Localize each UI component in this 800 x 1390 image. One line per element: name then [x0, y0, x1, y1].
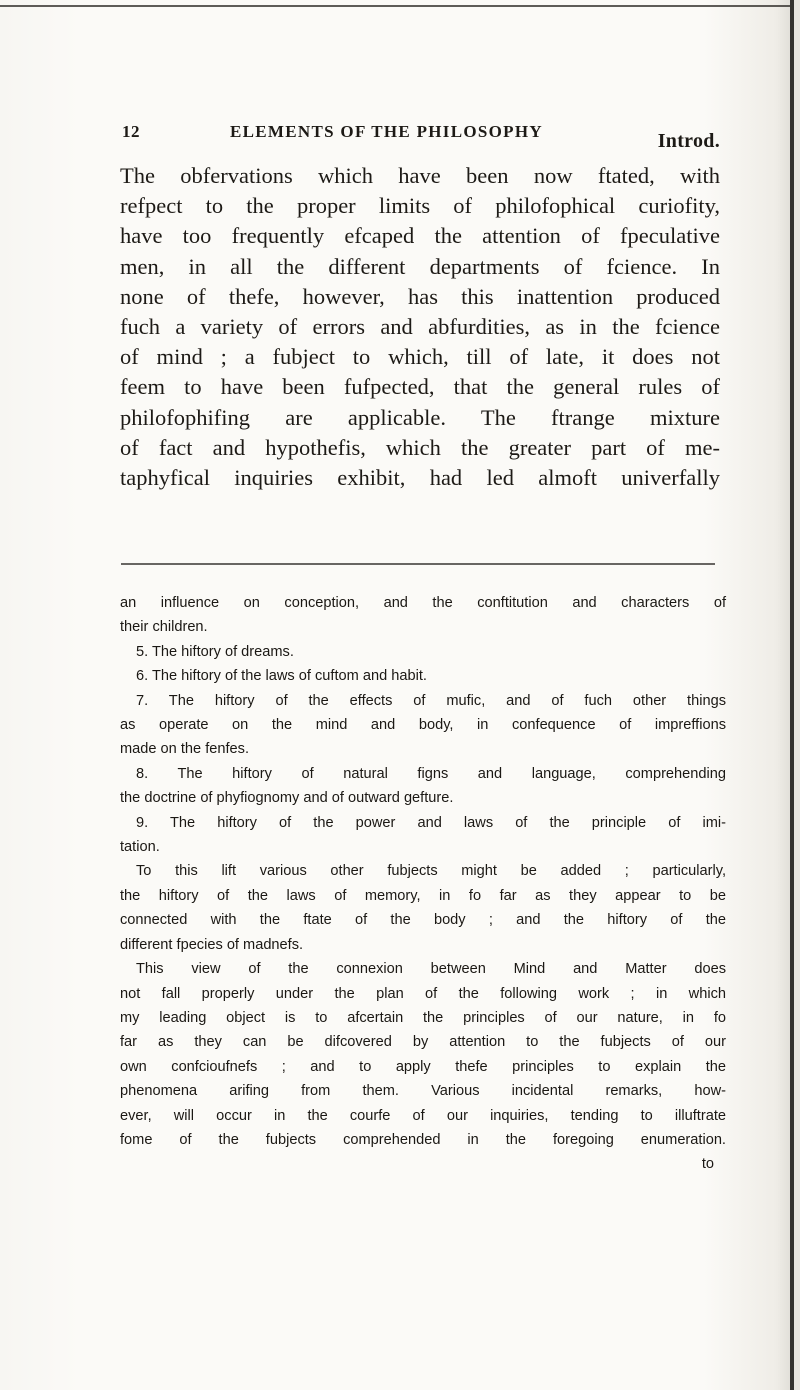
footnote-line: not fall properly under the plan of the following work ; in which — [120, 985, 726, 1002]
footnote-line: own confcioufnefs ; and to apply thefe principles to explain the — [120, 1058, 726, 1075]
footnote-line: ever, will occur in the courfe of our inquiries, tending to illuftrate — [120, 1107, 726, 1124]
footnote-line: 9. The hiftory of the power and laws of the principle of imi- — [136, 814, 726, 831]
footnotes — [120, 591, 726, 1177]
body-line: philofophifing are applicable. The ftrange mixture — [120, 404, 720, 430]
page-edge-line — [790, 0, 794, 1390]
footnote-line: 5. The hiftory of dreams. — [136, 643, 294, 660]
body-line: men, in all the different departments of fcience. In — [120, 253, 720, 279]
body-line: none of thefe, however, has this inattention produced — [120, 283, 720, 309]
footnote-line: an influence on conception, and the conftitution and characters of — [120, 595, 726, 611]
running-title: ELEMENTS OF THE PHILOSOPHY — [230, 122, 543, 141]
main-text — [120, 161, 720, 493]
footnote-line: tation. — [120, 839, 160, 856]
catchword: to — [701, 1156, 714, 1173]
page-number: 12 — [122, 122, 140, 141]
body-line: feem to have been fufpected, that the general rules of — [120, 374, 720, 400]
section-label: Introd. — [657, 130, 720, 152]
body-line: fuch a variety of errors and abfurdities, as in the fcience — [120, 314, 720, 340]
body-line: The obfervations which have been now ftated, with — [120, 163, 720, 188]
footnote-line: This view of the connexion between Mind and Matter does — [136, 961, 726, 978]
footnote-line: the doctrine of phyfiognomy and of outward gefture. — [120, 790, 454, 807]
page-edge-shadow — [794, 0, 800, 1390]
footnote-line: my leading object is to afcertain the principles of our nature, in fo — [120, 1009, 726, 1026]
footnote-line: phenomena arifing from them. Various incidental remarks, how- — [120, 1083, 726, 1100]
body-line: of fact and hypothefis, which the greater part of me- — [120, 434, 720, 460]
top-edge-rule — [0, 5, 790, 7]
body-line: refpect to the proper limits of philofophical curiofity, — [120, 193, 720, 219]
footnote-line: the hiftory of the laws of memory, in fo far as they appear to be — [120, 887, 726, 904]
footnote-line: connected with the ftate of the body ; and the hiftory of the — [120, 912, 726, 929]
footnote-line: different fpecies of madnefs. — [120, 936, 304, 953]
running-header — [122, 116, 720, 152]
footnote-line: To this lift various other fubjects might be added ; particularly, — [136, 863, 726, 880]
body-line: of mind ; a fubject to which, till of late, it does not — [120, 344, 720, 370]
footnote-line: 7. The hiftory of the effects of mufic, and of fuch other things — [136, 692, 726, 709]
footnote-line: 6. The hiftory of the laws of cuftom and habit. — [136, 668, 427, 685]
footnote-divider — [121, 563, 715, 565]
body-line: taphyfical inquiries exhibit, had led almoft univerfally — [120, 465, 720, 491]
footnote-line: 8. The hiftory of natural figns and language, comprehending — [136, 765, 726, 782]
footnote-line: far as they can be difcovered by attention to the fubjects of our — [120, 1034, 726, 1051]
footnote-line: fome of the fubjects comprehended in the foregoing enumeration. — [120, 1131, 726, 1148]
footnote-line: as operate on the mind and body, in confequence of impreffions — [120, 717, 726, 734]
footnote-line: their children. — [120, 619, 208, 636]
body-line: have too frequently efcaped the attention of fpeculative — [120, 223, 720, 249]
footnote-line: made on the fenfes. — [120, 741, 249, 758]
